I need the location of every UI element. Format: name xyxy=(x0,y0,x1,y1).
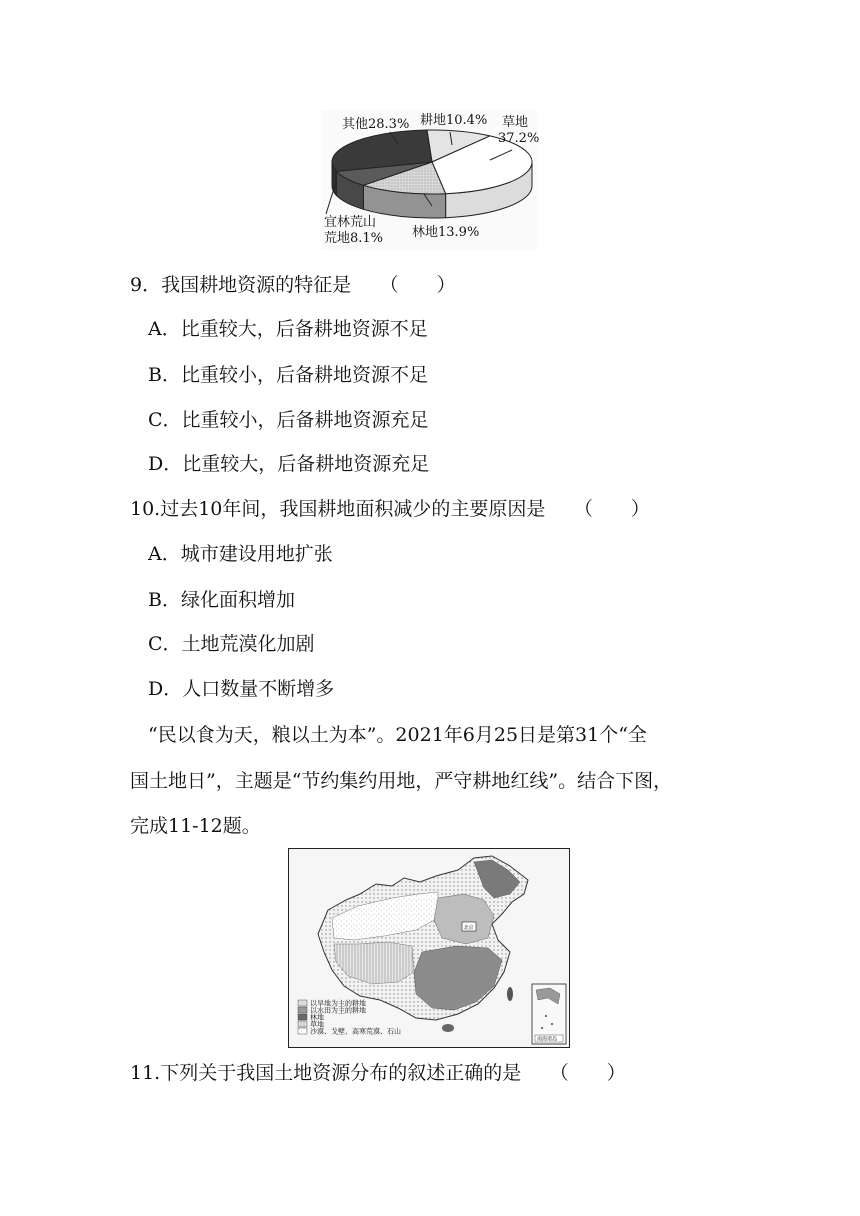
land-use-map xyxy=(288,848,570,1048)
q11-stem: 11.下列关于我国土地资源分布的叙述正确的是 （ ） xyxy=(130,1062,626,1084)
north-plain xyxy=(434,894,494,944)
label-barren-value: 荒地8.1% xyxy=(324,231,384,246)
hainan-island xyxy=(442,1024,454,1032)
q9-option-c: C．比重较小，后备耕地资源充足 xyxy=(148,409,429,431)
q9-stem: 9．我国耕地资源的特征是 （ ） xyxy=(130,274,456,296)
inset-island xyxy=(541,1027,543,1029)
pie-figure xyxy=(322,110,538,250)
china-map xyxy=(288,848,570,1048)
legend-swatch-desert xyxy=(298,1028,307,1034)
label-grass-name: 草地 xyxy=(502,115,529,130)
q10-stem: 10.过去10年间，我国耕地面积减少的主要原因是 （ ） xyxy=(130,498,650,520)
q10-option-d: D．人口数量不断增多 xyxy=(148,678,335,700)
south-sea-inset xyxy=(532,984,566,1044)
beijing-label: 北京 xyxy=(463,925,474,931)
q9-option-b: B．比重较小，后备耕地资源不足 xyxy=(148,364,428,386)
legend-swatch-forest xyxy=(298,1014,307,1020)
legend-label-desert: 沙漠、戈壁、高寒荒漠、石山 xyxy=(310,1027,401,1036)
legend-label-forest: 林地 xyxy=(310,1013,324,1022)
legend-label-dryland: 以旱地为主的耕地 xyxy=(310,999,366,1008)
passage-line-2: 国土地日”，主题是“节约集约用地，严守耕地红线”。结合下图， xyxy=(130,770,673,792)
legend-label-grassland: 草地 xyxy=(310,1020,324,1029)
label-barren-name: 宜林荒山 xyxy=(324,215,377,230)
inset-island xyxy=(551,1023,553,1025)
inset-caption: 南海诸岛 xyxy=(537,1036,558,1043)
label-grass-value: 37.2% xyxy=(498,131,540,146)
passage-line-1: “民以食为天，粮以土为本”。2021年6月25日是第31个“全 xyxy=(148,724,647,746)
q10-option-b: B．绿化面积增加 xyxy=(148,589,295,611)
label-forest: 林地13.9% xyxy=(412,225,480,240)
q9-option-d: D．比重较大，后备耕地资源充足 xyxy=(148,453,430,475)
legend-swatch-dryland xyxy=(298,1000,307,1006)
inset-island xyxy=(545,1015,547,1017)
legend-swatch-paddy xyxy=(298,1007,307,1013)
q10-option-a: A．城市建设用地扩张 xyxy=(148,543,333,565)
label-farmland: 耕地10.4% xyxy=(420,113,488,128)
q10-option-c: C．土地荒漠化加剧 xyxy=(148,633,315,655)
legend-label-paddy: 以水田为主的耕地 xyxy=(310,1006,366,1015)
legend-swatch-grassland xyxy=(298,1021,307,1027)
label-other: 其他28.3% xyxy=(342,117,410,132)
passage-line-3: 完成11-12题。 xyxy=(130,815,261,837)
q9-option-a: A．比重较大，后备耕地资源不足 xyxy=(148,318,428,340)
taiwan-island xyxy=(507,987,513,1001)
